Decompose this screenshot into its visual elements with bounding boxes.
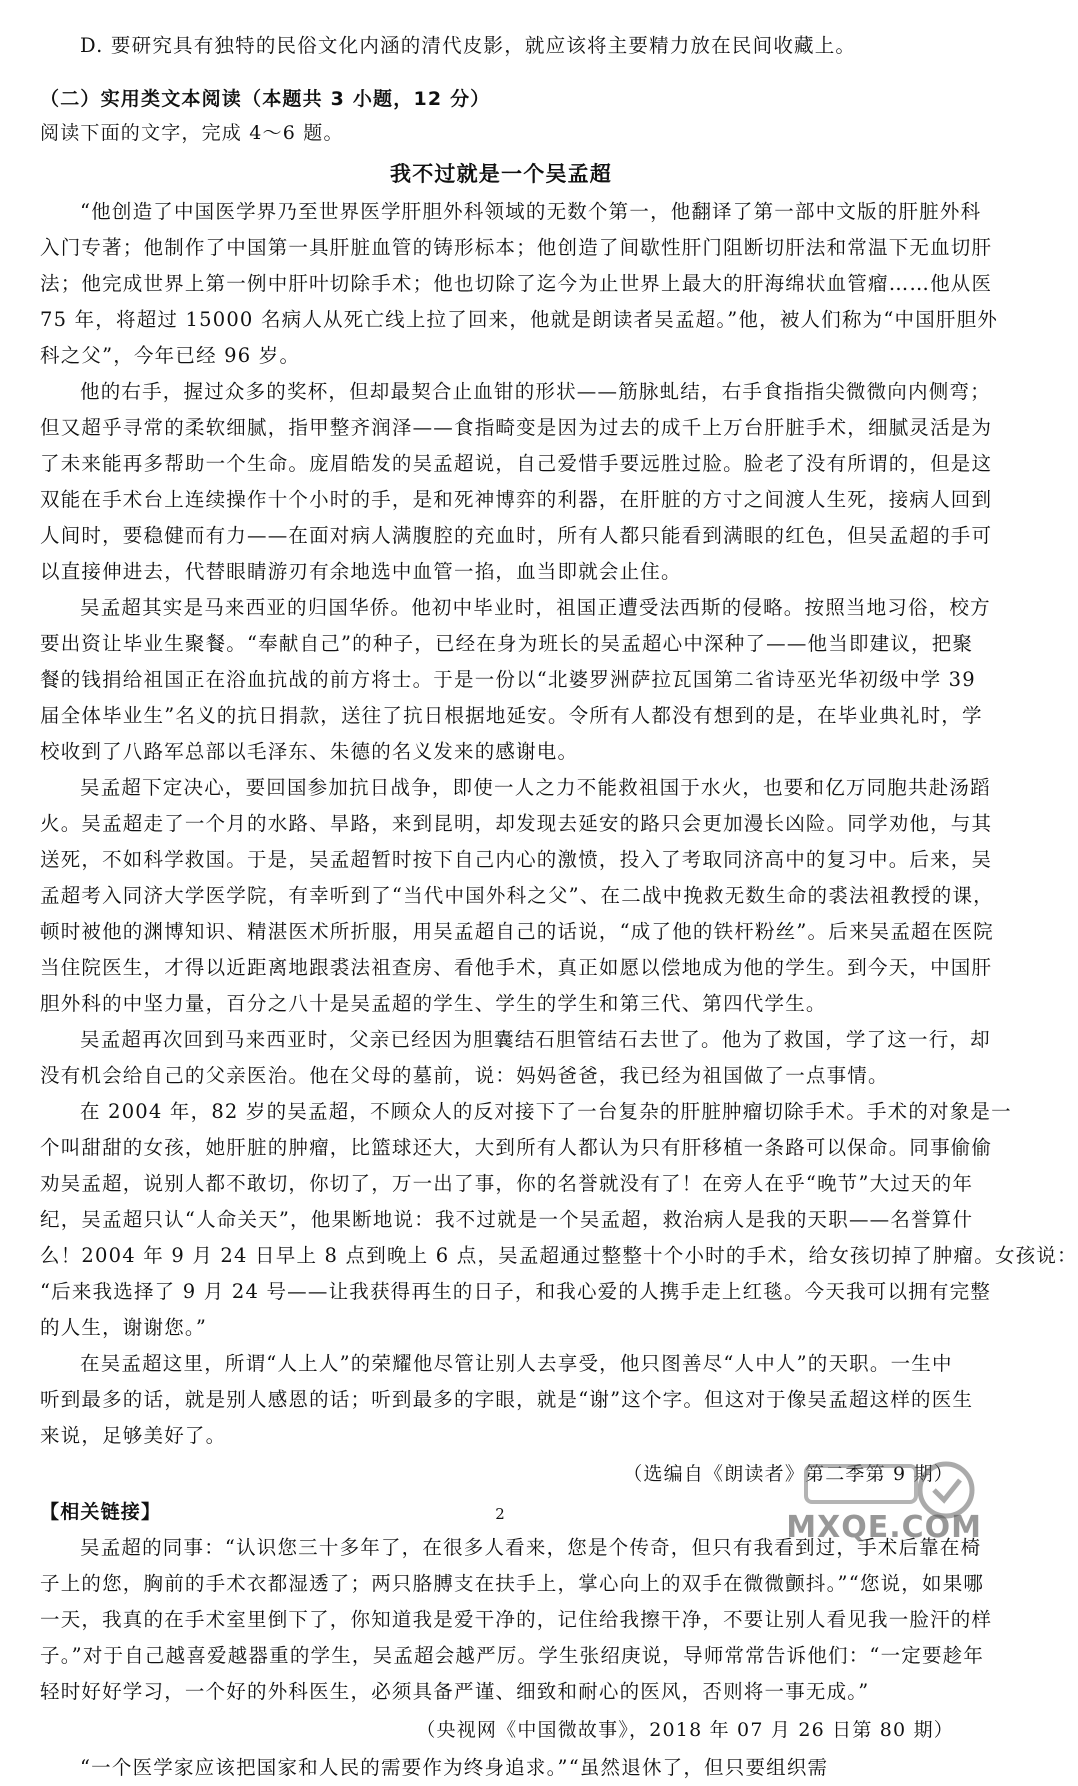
watermark-text: MXQE.COM (786, 1510, 982, 1545)
paragraph-5 (40, 1022, 991, 1094)
paragraph-line: 来说，足够美好了。 (40, 1424, 227, 1447)
paragraph-line: 入门专著；他制作了中国第一具肝脏血管的铸形标本；他创造了间歇性肝门阻断切肝法和常温下无血切肝 (40, 236, 993, 259)
paragraph-line: 吴孟超下定决心，要回国参加抗日战争，即使一人之力不能救祖国于水火，也要和亿万同胞共赴汤蹈 (80, 776, 991, 799)
paragraph-3 (40, 590, 991, 770)
page-number: 2 (495, 1505, 505, 1523)
paragraph-line: 吴孟超的同事：“认识您三十多年了，在很多人看来，您是个传奇，但只有我看到过，手术后靠在椅 (80, 1536, 982, 1559)
paragraph-line: 75 年，将超过 15000 名病人从死亡线上拉了回来，他就是朗读者吴孟超。”他，被人们称为“中国肝胆外 (40, 308, 999, 331)
paragraph-line: 吴孟超其实是马来西亚的归国华侨。他初中毕业时，祖国正遭受法西斯的侵略。按照当地习俗，校方 (80, 596, 991, 619)
paragraph-line: 双能在手术台上连续操作十个小时的手，是和死神博弈的利器，在肝脏的方寸之间渡人生死，接病人回到 (40, 488, 993, 511)
paragraph-line: 当住院医生，才得以近距离地跟裘法祖查房、看他手术，真正如愿以偿地成为他的学生。到今天，中国肝 (40, 956, 993, 979)
paragraph-line: 劝吴孟超，说别人都不敢切，你切了，万一出了事，你的名誉就没有了！在旁人在乎“晚节”大过天的年 (40, 1172, 974, 1195)
paragraph-line: 顿时被他的渊博知识、精湛医术所折服，用吴孟超自己的话说，“成了他的铁杆粉丝”。后来吴孟超在医院 (40, 920, 994, 943)
paragraph-line: 孟超考入同济大学医学院，有幸听到了“当代中国外科之父”、在二战中挽救无数生命的裘法祖教授的课， (40, 884, 994, 907)
paragraph-line: 么！2004 年 9 月 24 日早上 8 点到晚上 6 点，吴孟超通过整整十个小时的手术，给女孩切掉了肿瘤。女孩说： (40, 1244, 1078, 1267)
paragraph-line: 纪，吴孟超只认“人命关天”，他果断地说：我不过就是一个吴孟超，救治病人是我的天职——名誉算什 (40, 1208, 974, 1231)
paragraph-7 (40, 1346, 974, 1454)
paragraph-line: 法；他完成世界上第一例中肝叶切除手术；他也切除了迄今为止世界上最大的肝海绵状血管瘤……他从医 (40, 272, 993, 295)
paragraph-line: 的人生，谢谢您。” (40, 1316, 208, 1339)
paragraph-line: “后来我选择了 9 月 24 号——让我获得再生的日子，和我心爱的人携手走上红毯。今天我可以拥有完整 (40, 1280, 991, 1303)
paragraph-line: 个叫甜甜的女孩，她肝脏的肿瘤，比篮球还大，大到所有人都认为只有肝移植一条路可以保命。同事偷偷 (40, 1136, 993, 1159)
paragraph-6 (40, 1094, 1078, 1346)
section-heading: （二）实用类文本阅读（本题共 3 小题，12 分） (40, 88, 491, 110)
paragraph-line: 送死，不如科学救国。于是，吴孟超暂时按下自己内心的激愤，投入了考取同济高中的复习中。后来，吴 (40, 848, 993, 871)
paragraph-line: “他创造了中国医学界乃至世界医学肝胆外科领域的无数个第一，他翻译了第一部中文版的肝脏外科 (80, 200, 982, 223)
article-title: 我不过就是一个吴孟超 (390, 162, 612, 186)
paragraph-line: 人间时，要稳健而有力——在面对病人满腹腔的充血时，所有人都只能看到满眼的红色，但吴孟超的手可 (40, 524, 993, 547)
option-d: D. 要研究具有独特的民俗文化内涵的清代皮影，就应该将主要精力放在民间收藏上。 (80, 34, 857, 57)
paragraph-line: 吴孟超再次回到马来西亚时，父亲已经因为胆囊结石胆管结石去世了。他为了救国，学了这一行，却 (80, 1028, 991, 1051)
paragraph-line: 一天，我真的在手术室里倒下了，你知道我是爱干净的，记住给我擦干净，不要让别人看见我一脸汗的样 (40, 1608, 993, 1631)
paragraph-line: 子上的您，胸前的手术衣都湿透了；两只胳膊支在扶手上，掌心向上的双手在微微颤抖。”“您说，如果哪 (40, 1572, 985, 1595)
paragraph-1 (40, 194, 999, 374)
source-citation-2: （央视网《中国微故事》，2018 年 07 月 26 日第 80 期） (416, 1719, 954, 1741)
paragraph-line: 在 2004 年，82 岁的吴孟超，不顾众人的反对接下了一台复杂的肝脏肿瘤切除手术。手术的对象是一 (80, 1100, 1012, 1123)
paragraph-line: 子。”对于自己越喜爱越器重的学生，吴孟超会越严厉。学生张绍庚说，导师常常告诉他们：“一定要趁年 (40, 1644, 985, 1667)
paragraph-2 (40, 374, 993, 590)
paragraph-line: 科之父”，今年已经 96 岁。 (40, 344, 301, 367)
paragraph-line: 了未来能再多帮助一个生命。庞眉皓发的吴孟超说，自己爱惜手要远胜过脸。脸老了没有所谓的，但是这 (40, 452, 993, 475)
paragraph-line: 轻时好好学习，一个好的外科医生，必须具备严谨、细致和耐心的医风，否则将一事无成。” (40, 1680, 870, 1703)
paragraph-line: 届全体毕业生”名义的抗日捐款，送往了抗日根据地延安。令所有人都没有想到的是，在毕业典礼时，学 (40, 704, 983, 727)
paragraph-line: 没有机会给自己的父亲医治。他在父母的墓前，说：妈妈爸爸，我已经为祖国做了一点事情。 (40, 1064, 889, 1087)
related-link-heading: 【相关链接】 (40, 1501, 162, 1523)
paragraph-4 (40, 770, 994, 1022)
paragraph-line: 在吴孟超这里，所谓“人上人”的荣耀他尽管让别人去享受，他只图善尽“人中人”的天职。一生中 (80, 1352, 953, 1375)
instruction: 阅读下面的文字，完成 4～6 题。 (40, 122, 344, 144)
related-paragraph (40, 1530, 993, 1710)
paragraph-line: 餐的钱捐给祖国正在浴血抗战的前方将士。于是一份以“北婆罗洲萨拉瓦国第二省诗巫光华初级中学 39 (40, 668, 976, 691)
source-citation-1: （选编自《朗读者》第二季第 9 期） (623, 1463, 954, 1485)
paragraph-line: 但又超乎寻常的柔软细腻，指甲整齐润泽——食指畸变是因为过去的成千上万台肝脏手术，细腻灵活是为 (40, 416, 993, 439)
paragraph-line: 火。吴孟超走了一个月的水路、旱路，来到昆明，却发现去延安的路只会更加漫长凶险。同学劝他，与其 (40, 812, 993, 835)
paragraph-line: 他的右手，握过众多的奖杯，但却最契合止血钳的形状——筋脉虬结，右手食指指尖微微向内侧弯； (80, 380, 991, 403)
paragraph-line: 校收到了八路军总部以毛泽东、朱德的名义发来的感谢电。 (40, 740, 579, 763)
paragraph-line: 要出资让毕业生聚餐。“奉献自己”的种子，已经在身为班长的吴孟超心中深种了——他当即建议，把聚 (40, 632, 974, 655)
paragraph-line: 胆外科的中坚力量，百分之八十是吴孟超的学生、学生的学生和第三代、第四代学生。 (40, 992, 827, 1015)
paragraph-line: 以直接伸进去，代替眼睛游刃有余地选中血管一掐，血当即就会止住。 (40, 560, 682, 583)
last-line: “一个医学家应该把国家和人民的需要作为终身追求。”“虽然退休了，但只要组织需 (80, 1756, 829, 1779)
paragraph-line: 听到最多的话，就是别人感恩的话；听到最多的字眼，就是“谢”这个字。但这对于像吴孟超这样的医生 (40, 1388, 974, 1411)
